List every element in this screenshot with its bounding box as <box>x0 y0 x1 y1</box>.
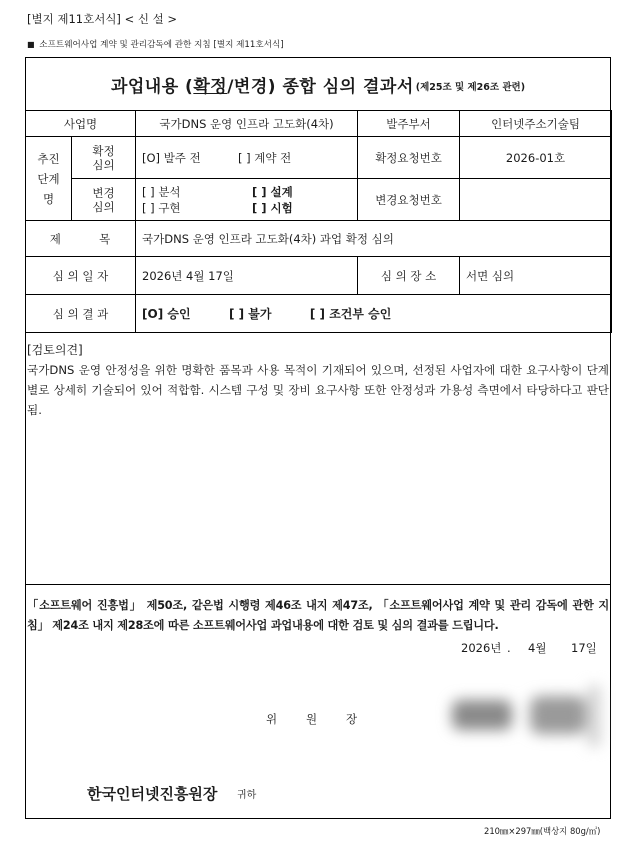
title-prefix: 과업내용 ( <box>110 76 194 97</box>
confirm-option-before-order[interactable]: [O] 발주 전 <box>142 150 201 165</box>
chair-char-1: 위 <box>266 712 278 726</box>
result-row <box>26 295 612 333</box>
confirm-row <box>26 137 612 179</box>
change-option-design[interactable]: [ ] 설계 <box>252 184 293 199</box>
redacted-signature-icon <box>448 686 600 746</box>
confirm-request-value: 2026-01호 <box>460 137 612 179</box>
change-row <box>26 179 612 221</box>
change-option-implementation[interactable]: [ ] 구현 <box>142 200 181 215</box>
stage-label: 추진 단계명 <box>26 137 72 221</box>
chair-char-3: 장 <box>346 712 358 726</box>
review-opinion-label: [검토의견] <box>27 343 83 357</box>
review-date-row <box>26 257 612 295</box>
result-option-reject[interactable]: [ ] 불가 <box>228 307 272 321</box>
frame-bottom-line <box>25 818 611 819</box>
result-option-approve[interactable]: [O] 승인 <box>142 307 191 321</box>
confirm-option-before-contract[interactable]: [ ] 계약 전 <box>238 150 292 165</box>
project-row <box>26 111 612 137</box>
date-dot: . <box>507 641 511 655</box>
review-place-value: 서면 심의 <box>460 257 612 295</box>
date-month: 4월 <box>528 641 547 655</box>
result-options <box>136 295 612 333</box>
confirm-request-label: 확정요청번호 <box>358 137 460 179</box>
paper-spec: 210㎜×297㎜(백상지 80g/㎡) <box>484 826 601 836</box>
review-opinion-body: 국가DNS 운영 안정성을 위한 명확한 품목과 사용 목적이 기재되어 있으며, 선정된 사업자에 대한 요구사항이 단계별로 상세히 기술되어 있어 적합함. 시스템 구성 및 장비 요구사항 또한 안정성과 가용성 측면에서 타당하다고 판단됨. <box>27 363 609 417</box>
date-year: 2026년 <box>461 641 502 655</box>
addressee: 한국인터넷진흥원장 <box>87 785 218 803</box>
legal-notice: 「소프트웨어 진흥법」 제50조, 같은법 시행령 제46조 내지 제47조, 「소프트웨어사업 계약 및 관리 감독에 관한 지침」 제24조 내지 제28조에 따른 소프트웨어사업 과업내용에 대한 검토 및 심의 결과를 드립니다. <box>27 599 609 632</box>
date-day: 17일 <box>571 641 597 655</box>
document-title <box>26 58 610 110</box>
result-label: 심 의 결 과 <box>26 295 136 333</box>
title-subtitle: (제25조 및 제26조 관련) <box>415 82 526 93</box>
result-option-conditional[interactable]: [ ] 조건부 승인 <box>309 307 392 321</box>
title-underlined: 확정 <box>193 76 228 97</box>
dept-label: 발주부서 <box>358 111 460 137</box>
review-date-label: 심 의 일 자 <box>26 257 136 295</box>
subject-value: 국가DNS 운영 인프라 고도화(4차) 과업 확정 심의 <box>136 221 612 257</box>
change-option-analysis[interactable]: [ ] 분석 <box>142 184 181 199</box>
form-label: [별지 제11호서식] < 신 설 > <box>27 12 178 26</box>
section-divider <box>25 584 611 585</box>
change-options <box>136 179 358 221</box>
title-middle: /변경) 종합 심의 결과서 <box>227 76 414 97</box>
chair-char-2: 원 <box>306 712 318 726</box>
change-review-label: 변경 심의 <box>72 179 136 221</box>
square-bullet-icon: ■ <box>27 40 35 49</box>
title-main <box>111 72 414 97</box>
honorific: 귀하 <box>237 790 257 801</box>
dept-value: 인터넷주소기술팀 <box>460 111 612 137</box>
review-place-label: 심 의 장 소 <box>358 257 460 295</box>
change-request-value <box>460 179 612 221</box>
subject-row <box>26 221 612 257</box>
info-table <box>25 110 612 333</box>
review-date-value: 2026년 4월 17일 <box>136 257 358 295</box>
project-name-value: 국가DNS 운영 인프라 고도화(4차) <box>136 111 358 137</box>
project-name-label: 사업명 <box>26 111 136 137</box>
regulation-title-text: 소프트웨어사업 계약 및 관리감독에 관한 지침 [별지 제11호서식] <box>39 40 284 50</box>
confirm-options <box>136 137 358 179</box>
regulation-title <box>27 41 284 50</box>
subject-label: 제 목 <box>26 221 136 257</box>
change-option-test[interactable]: [ ] 시험 <box>252 200 293 215</box>
confirm-review-label: 확정 심의 <box>72 137 136 179</box>
change-request-label: 변경요청번호 <box>358 179 460 221</box>
